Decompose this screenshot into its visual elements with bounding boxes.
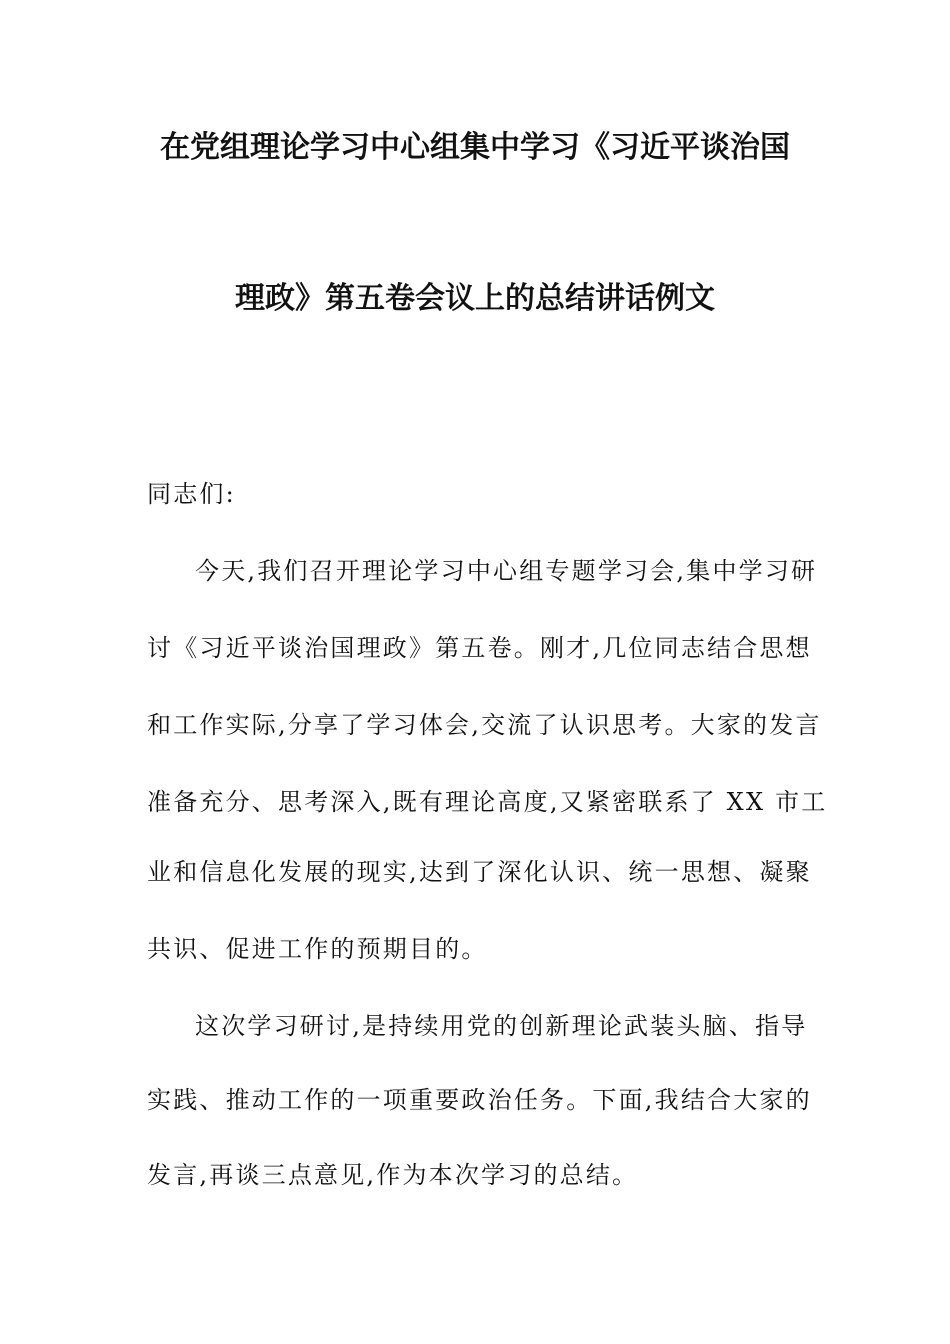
paragraph-1-line-5: 业和信息化发展的现实,达到了深化认识、统一思想、凝聚 bbox=[147, 858, 812, 886]
salutation: 同志们: bbox=[147, 480, 236, 508]
paragraph-2-line-3: 发言,再谈三点意见,作为本次学习的总结。 bbox=[147, 1161, 639, 1189]
paragraph-1-line-4: 准备充分、思考深入,既有理论高度,又紧密联系了 XX 市工 bbox=[147, 788, 828, 816]
document-title-line-1: 在党组理论学习中心组集中学习《习近平谈治国 bbox=[160, 130, 790, 165]
paragraph-1-line-3: 和工作实际,分享了学习体会,交流了认识思考。大家的发言 bbox=[147, 711, 822, 739]
paragraph-2-line-2: 实践、推动工作的一项重要政治任务。下面,我结合大家的 bbox=[147, 1086, 812, 1114]
paragraph-1-line-6: 共识、促进工作的预期目的。 bbox=[147, 935, 488, 963]
paragraph-2-line-1: 这次学习研讨,是持续用党的创新理论武装头脑、指导 bbox=[195, 1012, 808, 1040]
paragraph-1-line-1: 今天,我们召开理论学习中心组专题学习会,集中学习研 bbox=[195, 557, 818, 585]
paragraph-1-line-2: 讨《习近平谈治国理政》第五卷。刚才,几位同志结合思想 bbox=[147, 634, 812, 662]
document-title-line-2: 理政》第五卷会议上的总结讲话例文 bbox=[235, 281, 715, 316]
